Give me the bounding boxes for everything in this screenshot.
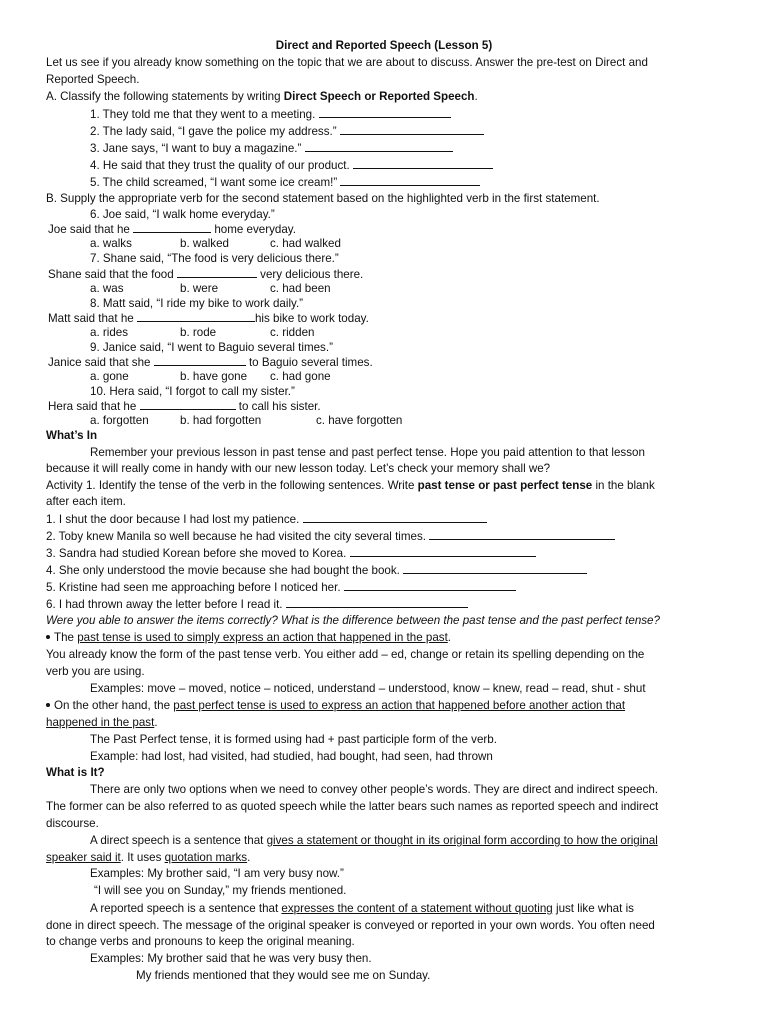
past-tense-bullet: The past tense is used to simply express an action that happened in the past. bbox=[46, 630, 451, 646]
part-b-question: 6. Joe said, “I walk home everyday.” bbox=[90, 208, 275, 221]
what-is-it-heading: What is It? bbox=[46, 766, 105, 779]
part-b-question: 7. Shane said, “The food is very delicious there.” bbox=[90, 252, 339, 265]
answer-blank[interactable] bbox=[340, 174, 480, 186]
choice-a[interactable]: a. walks bbox=[90, 237, 132, 250]
answer-blank[interactable] bbox=[344, 579, 516, 591]
part-b-question: 10. Hera said, “I forgot to call my sister.” bbox=[90, 385, 295, 398]
page-title: Direct and Reported Speech (Lesson 5) bbox=[275, 39, 493, 52]
past-perfect-form: The Past Perfect tense, it is formed using had + past participle form of the verb. bbox=[90, 733, 497, 746]
activity-item-5: 5. Kristine had seen me approaching before I noticed her. bbox=[46, 579, 516, 596]
reported-example-2: My friends mentioned that they would see me on Sunday. bbox=[136, 969, 431, 982]
part-b-question: 9. Janice said, “I went to Baguio several times.” bbox=[90, 341, 333, 354]
what-is-it-para-1: There are only two options when we need to convey other people’s words. They are direct and indirect speech. bbox=[90, 783, 658, 796]
whats-in-para-2: because it will really come in handy with our new lesson today. Let’s check your memory shall we? bbox=[46, 462, 551, 475]
choice-b[interactable]: b. have gone bbox=[180, 370, 248, 383]
choice-b[interactable]: b. walked bbox=[180, 237, 229, 250]
choice-c[interactable]: c. had been bbox=[270, 282, 331, 295]
activity-item-4: 4. She only understood the movie because she had bought the book. bbox=[46, 562, 587, 579]
direct-example-1: Examples: My brother said, “I am very busy now.” bbox=[90, 867, 344, 880]
past-perfect-examples: Example: had lost, had visited, had studied, had bought, had seen, had thrown bbox=[90, 750, 493, 763]
part-b-sentence: Janice said that she to Baguio several times. bbox=[48, 356, 373, 369]
choice-a[interactable]: a. was bbox=[90, 282, 124, 295]
part-a-heading: A. Classify the following statements by writing Direct Speech or Reported Speech. bbox=[46, 90, 478, 103]
answer-blank[interactable] bbox=[177, 266, 257, 278]
answer-blank[interactable] bbox=[319, 106, 451, 118]
past-perfect-bullet: On the other hand, the past perfect tense is used to express an action that happened before another action that bbox=[46, 698, 625, 714]
answer-blank[interactable] bbox=[403, 562, 587, 574]
activity-item-3: 3. Sandra had studied Korean before she moved to Korea. bbox=[46, 545, 536, 562]
answer-blank[interactable] bbox=[340, 123, 484, 135]
part-b-sentence: Joe said that he home everyday. bbox=[48, 223, 296, 236]
answer-blank[interactable] bbox=[133, 221, 211, 233]
choice-c[interactable]: c. have forgotten bbox=[316, 414, 403, 427]
choice-b[interactable]: b. had forgotten bbox=[180, 414, 262, 427]
part-b-sentence: Matt said that he his bike to work today. bbox=[48, 312, 369, 325]
choice-b[interactable]: b. rode bbox=[180, 326, 217, 339]
past-perfect-bullet-2: happened in the past. bbox=[46, 716, 158, 729]
intro-line-2: Reported Speech. bbox=[46, 73, 140, 86]
choice-c[interactable]: c. had walked bbox=[270, 237, 341, 250]
answer-blank[interactable] bbox=[140, 398, 236, 410]
part-b-heading: B. Supply the appropriate verb for the second statement based on the highlighted verb in the first statement. bbox=[46, 192, 600, 205]
past-tense-form-1: You already know the form of the past tense verb. You either add – ed, change or retain its spelling depending on the bbox=[46, 648, 645, 661]
reported-speech-definition-3: to change verbs and pronouns to keep the original meaning. bbox=[46, 935, 355, 948]
answer-blank[interactable] bbox=[353, 157, 493, 169]
part-a-item-4: 4. He said that they trust the quality of our product. bbox=[90, 157, 493, 174]
answer-blank[interactable] bbox=[350, 545, 536, 557]
part-a-item-5: 5. The child screamed, “I want some ice cream!” bbox=[90, 174, 480, 191]
answer-blank[interactable] bbox=[286, 596, 468, 608]
answer-blank[interactable] bbox=[154, 354, 246, 366]
whats-in-para-1: Remember your previous lesson in past tense and past perfect tense. Hope you paid attention to that lesson bbox=[90, 446, 645, 459]
direct-speech-definition: A direct speech is a sentence that gives a statement or thought in its original form according to how the original bbox=[90, 834, 658, 847]
activity-item-6: 6. I had thrown away the letter before I read it. bbox=[46, 596, 468, 613]
direct-example-2: “I will see you on Sunday,” my friends mentioned. bbox=[94, 884, 347, 897]
what-is-it-para-2: The former can be also referred to as quoted speech while the latter bears such names as reported speech and indirect bbox=[46, 800, 659, 813]
whats-in-heading: What’s In bbox=[46, 429, 98, 442]
answer-blank[interactable] bbox=[305, 140, 453, 152]
bullet-icon bbox=[46, 703, 50, 707]
choice-b[interactable]: b. were bbox=[180, 282, 219, 295]
intro-line-1: Let us see if you already know something on the topic that we are about to discuss. Answer the pre-test on Direct and bbox=[46, 56, 648, 69]
choice-c[interactable]: c. ridden bbox=[270, 326, 315, 339]
choice-a[interactable]: a. forgotten bbox=[90, 414, 149, 427]
reported-example-1: Examples: My brother said that he was very busy then. bbox=[90, 952, 372, 965]
answer-blank[interactable] bbox=[137, 310, 255, 322]
activity-item-1: 1. I shut the door because I had lost my patience. bbox=[46, 511, 487, 528]
activity-item-2: 2. Toby knew Manila so well because he had visited the city several times. bbox=[46, 528, 615, 545]
past-tense-examples: Examples: move – moved, notice – noticed, understand – understood, know – knew, read – read, shut - shut bbox=[90, 682, 646, 695]
part-b-sentence: Hera said that he to call his sister. bbox=[48, 400, 321, 413]
answer-blank[interactable] bbox=[303, 511, 487, 523]
reported-speech-definition-2: done in direct speech. The message of the original speaker is conveyed or reported in your own words. You often need bbox=[46, 919, 655, 932]
choice-a[interactable]: a. gone bbox=[90, 370, 129, 383]
bullet-icon bbox=[46, 635, 50, 639]
activity-heading: Activity 1. Identify the tense of the verb in the following sentences. Write past tense or past perfect tense in the blank bbox=[46, 479, 655, 492]
reported-speech-definition: A reported speech is a sentence that expresses the content of a statement without quoting just like what is bbox=[90, 902, 634, 915]
answer-blank[interactable] bbox=[429, 528, 615, 540]
past-tense-form-2: verb you are using. bbox=[46, 665, 145, 678]
part-a-item-2: 2. The lady said, “I gave the police my address.” bbox=[90, 123, 484, 140]
part-b-sentence: Shane said that the food very delicious there. bbox=[48, 268, 364, 281]
part-a-item-3: 3. Jane says, “I want to buy a magazine.” bbox=[90, 140, 453, 157]
activity-heading-2: after each item. bbox=[46, 495, 126, 508]
part-a-item-1: 1. They told me that they went to a meeting. bbox=[90, 106, 451, 123]
part-b-question: 8. Matt said, “I ride my bike to work daily.” bbox=[90, 297, 304, 310]
difference-question: Were you able to answer the items correctly? What is the difference between the past tense and the past perfect tense? bbox=[46, 614, 660, 627]
choice-a[interactable]: a. rides bbox=[90, 326, 129, 339]
what-is-it-para-3: discourse. bbox=[46, 817, 99, 830]
choice-c[interactable]: c. had gone bbox=[270, 370, 331, 383]
direct-speech-definition-2: speaker said it. It uses quotation marks. bbox=[46, 851, 251, 864]
